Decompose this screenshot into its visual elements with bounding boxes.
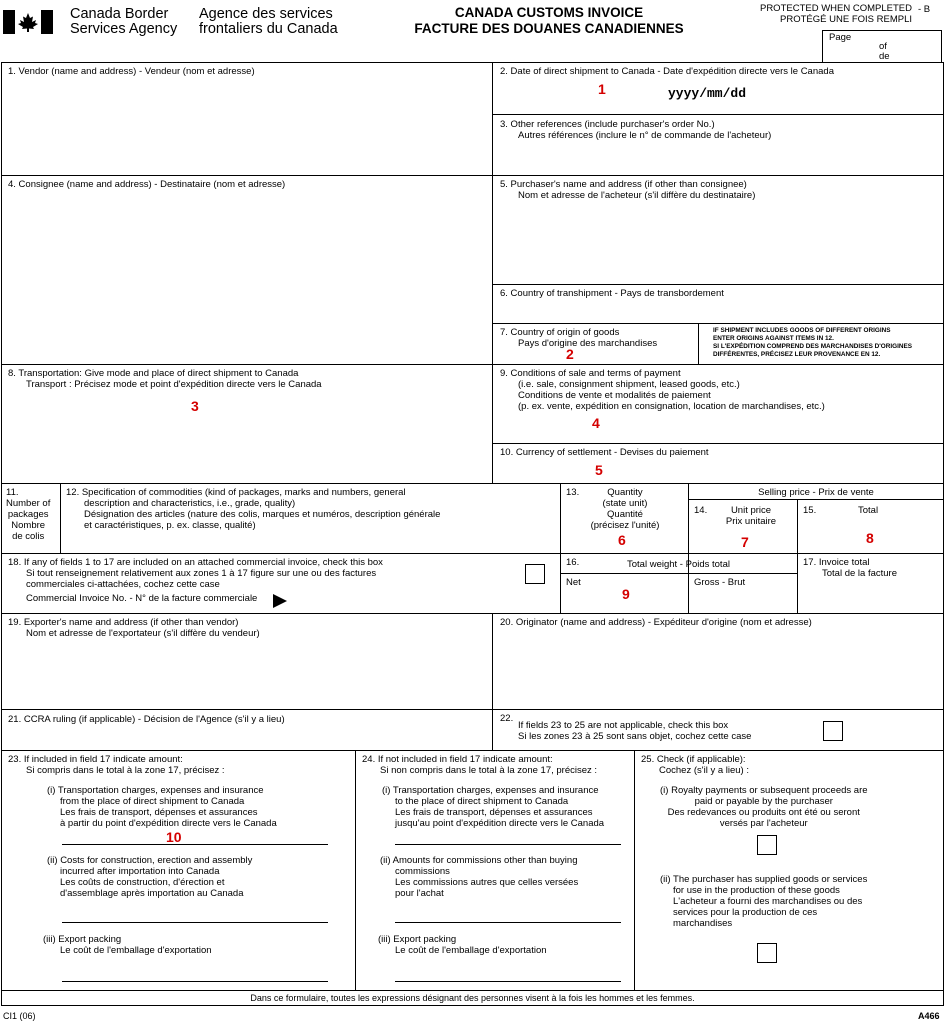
field-22-checkbox[interactable] <box>823 721 843 741</box>
marker-2: 2 <box>566 346 574 362</box>
marker-10: 10 <box>166 829 182 845</box>
field-18-attached-invoice[interactable]: 18. If any of fields 1 to 17 are included on an attached commercial invoice, check this box Si tout renseignement relativement aux zones 1 à 17 figure sur une ou des factures commerciales ci-attachées, cochez cette case Commercial Invoice No. - N° de la facture commerciale <box>8 557 383 604</box>
field-25-ii[interactable]: (ii) The purchaser has supplied goods or services for use in the production of these goods L'acheteur a fourni des marchandises ou des services pour la production de ces marchandises <box>660 874 868 929</box>
marker-5: 5 <box>595 462 603 478</box>
field-7-note: IF SHIPMENT INCLUDES GOODS OF DIFFERENT ORIGINS ENTER ORIGINS AGAINST ITEMS IN 12. SI L'EXPÉDITION COMPREND DES MARCHANDISES D'ORIGINES DIFFÉRENTES, PRÉCISEZ LEUR PROVENANCE EN 12. <box>713 327 913 358</box>
field-25-i[interactable]: (i) Royalty payments or subsequent proceeds are paid or payable by the purchaser Des redevances ou produits ont été ou seront versés par l'acheteur <box>660 785 868 829</box>
marker-6: 6 <box>618 532 626 548</box>
field-3-other-references[interactable]: 3. Other references (include purchaser's order No.) Autres références (inclure le n° de commande de l'acheteur) <box>500 119 772 141</box>
gender-notice: Dans ce formulaire, toutes les expressions désignant des personnes visent à la fois les hommes et les femmes. <box>250 993 695 1003</box>
field-8-transportation[interactable]: 8. Transportation: Give mode and place of direct shipment to Canada Transport : Précisez mode et point d'expédition directe vers le Canada <box>8 368 322 390</box>
field-14-unit-price[interactable]: 14. Unit price Prix unitaire <box>694 505 777 527</box>
field-9-conditions[interactable]: 9. Conditions of sale and terms of payment (i.e. sale, consignment shipment, leased goods, etc.) Conditions de vente et modalités de paiement (p. ex. vente, expédition en consignation, location de marchandises, etc.) <box>500 368 825 412</box>
marker-8: 8 <box>866 530 874 546</box>
field-4-consignee[interactable]: 4. Consignee (name and address) - Destinataire (nom et adresse) <box>8 179 286 190</box>
field-21-ruling[interactable]: 21. CCRA ruling (if applicable) - Décision de l'Agence (s'il y a lieu) <box>8 714 285 725</box>
field-2-date[interactable]: 2. Date of direct shipment to Canada - Date d'expédition directe vers le Canada <box>500 66 834 77</box>
field-25-ii-checkbox[interactable] <box>757 943 777 963</box>
agency-name-fr: Agence des services frontaliers du Canada <box>199 6 338 37</box>
field-23-i[interactable]: (i) Transportation charges, expenses and insurance from the place of direct shipment to Canada Les frais de transport, dépenses et assurances à partir du point d'expédition directe vers le Canada <box>47 785 277 829</box>
page-number-box[interactable] <box>822 30 942 63</box>
marker-1: 1 <box>598 81 606 97</box>
field-23-ii[interactable]: (ii) Costs for construction, erection and assembly incurred after importation into Canada Les coûts de construction, d'érection et d'assemblage après importation au Canada <box>47 855 253 899</box>
net-weight-label[interactable]: Net <box>566 577 581 588</box>
field-24-ii[interactable]: (ii) Amounts for commissions other than buying commissions Les commissions autres que celles versées pour l'achat <box>380 855 579 899</box>
canada-flag-logo <box>3 10 53 34</box>
marker-7: 7 <box>741 534 749 550</box>
protected-level: - B <box>918 4 931 15</box>
field-16-weight[interactable]: Total weight - Poids total <box>627 559 730 570</box>
field-24-iii[interactable]: (iii) Export packing Le coût de l'emballage d'exportation <box>378 934 547 956</box>
field-13-quantity[interactable]: 13. Quantity (state unit) Quantité (précisez l'unité) <box>566 487 660 531</box>
field-20-originator[interactable]: 20. Originator (name and address) - Expéditeur d'origine (nom et adresse) <box>500 617 812 628</box>
field-25-check[interactable]: 25. Check (if applicable): Cochez (s'il y a lieu) : <box>641 754 749 776</box>
field-12-commodities[interactable]: 12. Specification of commodities (kind of packages, marks and numbers, general description and characteristics, i.e., grade, quality) Désignation des articles (nature des colis, marques et numéros, description générale et caractéristiques, p. ex. classe, qualité) <box>66 487 441 531</box>
field-22-not-applicable[interactable]: If fields 23 to 25 are not applicable, check this box Si les zones 23 à 25 sont sans objet, cochez cette case <box>518 720 752 742</box>
field-10-currency[interactable]: 10. Currency of settlement - Devises du paiement <box>500 447 709 458</box>
form-title: CANADA CUSTOMS INVOICE FACTURE DES DOUANES CANADIENNES <box>414 5 684 36</box>
field-24-i[interactable]: (i) Transportation charges, expenses and insurance to the place of direct shipment to Canada Les frais de transport, dépenses et assurances jusqu'au point d'expédition directe vers le Canada <box>382 785 605 829</box>
field-17-invoice-total[interactable]: 17. Invoice total Total de la facture <box>803 557 897 579</box>
field-18-checkbox[interactable] <box>525 564 545 584</box>
marker-9: 9 <box>622 586 630 602</box>
field-2-date-value[interactable]: yyyy/mm/dd <box>668 86 747 101</box>
field-1-vendor[interactable]: 1. Vendor (name and address) - Vendeur (nom et adresse) <box>8 66 255 77</box>
form-number: A466 <box>918 1011 940 1021</box>
form-code: CI1 (06) <box>3 1011 36 1021</box>
protected-notice: PROTECTED WHEN COMPLETED PROTÉGÉ UNE FOIS REMPLI <box>759 3 912 25</box>
field-22-number: 22. <box>500 713 514 724</box>
arrow-right-icon <box>273 594 287 612</box>
field-19-exporter[interactable]: 19. Exporter's name and address (if other than vendor) Nom et adresse de l'exportateur (s'il diffère du vendeur) <box>8 617 260 639</box>
field-7-origin[interactable]: 7. Country of origin of goods Pays d'origine des marchandises <box>500 327 658 349</box>
field-11-packages[interactable]: 11. Number of packages Nombre de colis <box>6 487 51 542</box>
field-6-transhipment[interactable]: 6. Country of transhipment - Pays de transbordement <box>500 288 724 299</box>
field-16-weight-number: 16. <box>566 557 580 568</box>
field-24-not-included[interactable]: 24. If not included in field 17 indicate amount: Si non compris dans le total à la zone 17, précisez : <box>362 754 598 776</box>
field-23-iii[interactable]: (iii) Export packing Le coût de l'emballage d'exportation <box>43 934 212 956</box>
gross-weight-label[interactable]: Gross - Brut <box>694 577 746 588</box>
selling-price-header: Selling price - Prix de vente <box>758 487 874 498</box>
field-23-included[interactable]: 23. If included in field 17 indicate amount: Si compris dans le total à la zone 17, précisez : <box>8 754 225 776</box>
page-label: Page <box>829 32 852 43</box>
of-label: of de <box>879 41 890 62</box>
field-5-purchaser[interactable]: 5. Purchaser's name and address (if other than consignee) Nom et adresse de l'acheteur (s'il diffère du destinataire) <box>500 179 756 201</box>
marker-3: 3 <box>191 398 199 414</box>
marker-4: 4 <box>592 415 600 431</box>
field-15-total[interactable]: 15. Total <box>803 505 879 516</box>
agency-name-en: Canada Border Services Agency <box>70 6 178 37</box>
field-25-i-checkbox[interactable] <box>757 835 777 855</box>
